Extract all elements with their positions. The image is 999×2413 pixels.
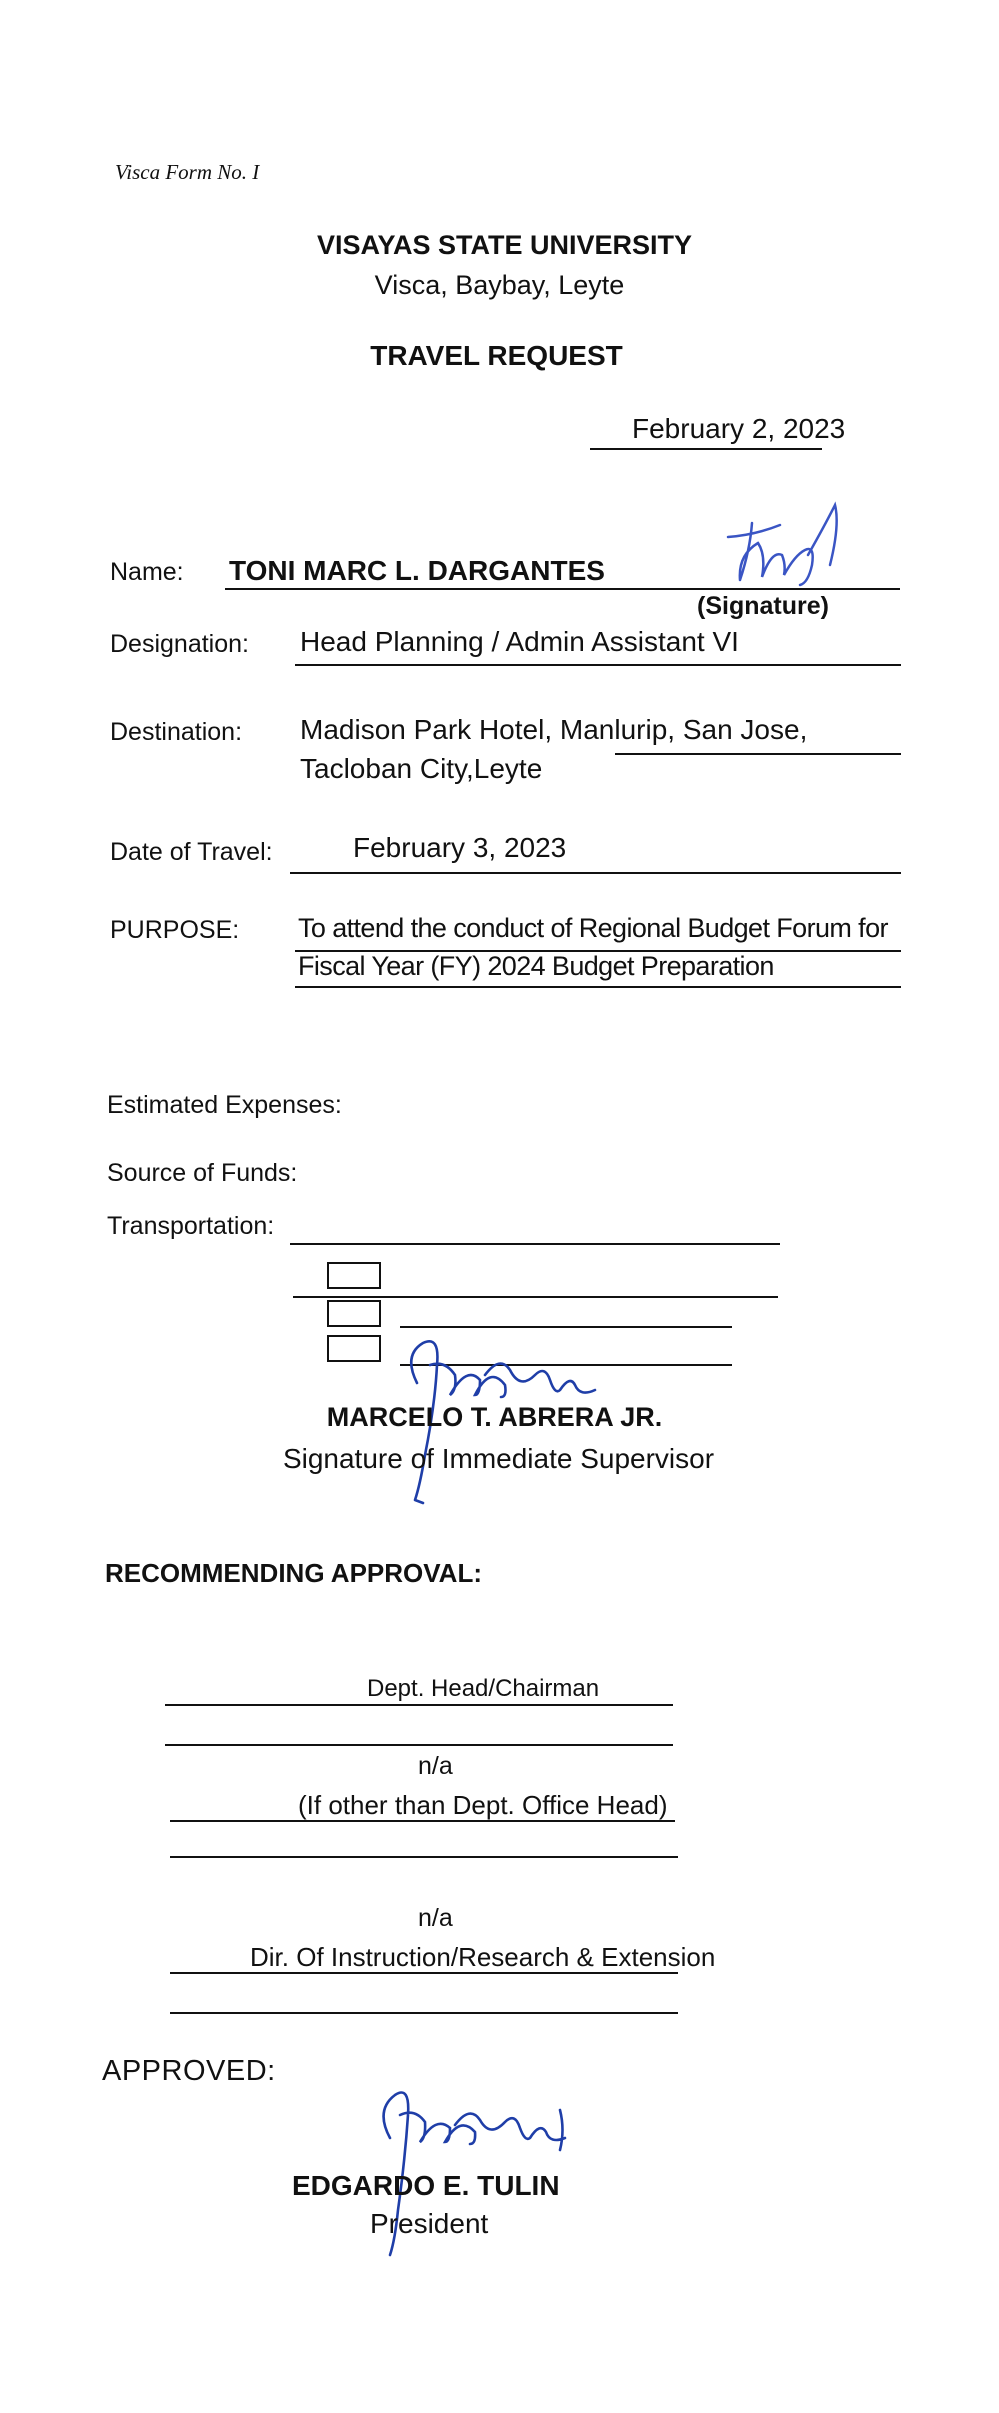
designation-label: Designation:: [110, 630, 249, 658]
transport-checkbox-1[interactable]: [327, 1262, 381, 1289]
university-address: Visca, Baybay, Leyte: [374, 270, 625, 300]
director-label: Dir. Of Instruction/Research & Extension: [250, 1942, 716, 1972]
name-value: TONI MARC L. DARGANTES: [229, 555, 605, 586]
na-2: n/a: [418, 1904, 453, 1932]
destination-label: Destination:: [110, 718, 243, 746]
designation-value: Head Planning / Admin Assistant VI: [300, 626, 739, 657]
recommending-heading: RECOMMENDING APPROVAL:: [105, 1558, 482, 1588]
other-head-line-2: [170, 1856, 678, 1858]
supervisor-title: Signature of Immediate Supervisor: [282, 1443, 715, 1474]
director-line-2: [170, 2012, 678, 2014]
university-name: VISAYAS STATE UNIVERSITY: [316, 230, 693, 260]
request-date: February 2, 2023: [632, 413, 846, 444]
transport-line: [290, 1243, 780, 1245]
purpose-rule2: [295, 986, 901, 988]
date-value: February 3, 2023: [353, 832, 567, 863]
signature-label: (Signature): [697, 592, 829, 620]
transport-option-line-1: [293, 1296, 778, 1298]
name-line: [225, 588, 900, 590]
destination-line: [615, 753, 901, 755]
date-line: [290, 872, 901, 874]
purpose-line2: Fiscal Year (FY) 2024 Budget Preparation: [298, 951, 774, 981]
request-date-line: [590, 448, 822, 450]
dept-head-line: [165, 1704, 673, 1706]
transport-checkbox-3[interactable]: [327, 1335, 381, 1362]
applicant-signature: [700, 495, 850, 590]
supervisor-name: MARCELO T. ABRERA JR.: [326, 1402, 663, 1432]
president-name: EDGARDO E. TULIN: [292, 2170, 560, 2201]
transport-option-line-2: [400, 1326, 732, 1328]
destination-line2: Tacloban City,Leyte: [300, 753, 543, 784]
dept-head-label: Dept. Head/Chairman: [367, 1675, 600, 1702]
designation-line: [295, 664, 901, 666]
approved-heading: APPROVED:: [102, 2055, 276, 2087]
form-number: Visca Form No. I: [115, 160, 260, 184]
president-title: President: [370, 2208, 489, 2239]
transport-checkbox-2[interactable]: [327, 1300, 381, 1327]
purpose-line1: To attend the conduct of Regional Budget Forum for: [298, 913, 888, 943]
funds-label: Source of Funds:: [107, 1159, 298, 1187]
date-label: Date of Travel:: [110, 838, 273, 866]
purpose-label: PURPOSE:: [110, 916, 240, 944]
other-head-label: (If other than Dept. Office Head): [298, 1790, 668, 1820]
director-line: [170, 1972, 678, 1974]
expenses-label: Estimated Expenses:: [107, 1091, 342, 1119]
form-title: TRAVEL REQUEST: [370, 340, 623, 371]
transport-label: Transportation:: [107, 1212, 275, 1240]
destination-line1: Madison Park Hotel, Manlurip, San Jose,: [300, 714, 808, 745]
na-1: n/a: [418, 1752, 453, 1780]
name-label: Name:: [110, 558, 184, 586]
dept-head-line-2: [165, 1744, 673, 1746]
other-head-line: [170, 1820, 675, 1822]
